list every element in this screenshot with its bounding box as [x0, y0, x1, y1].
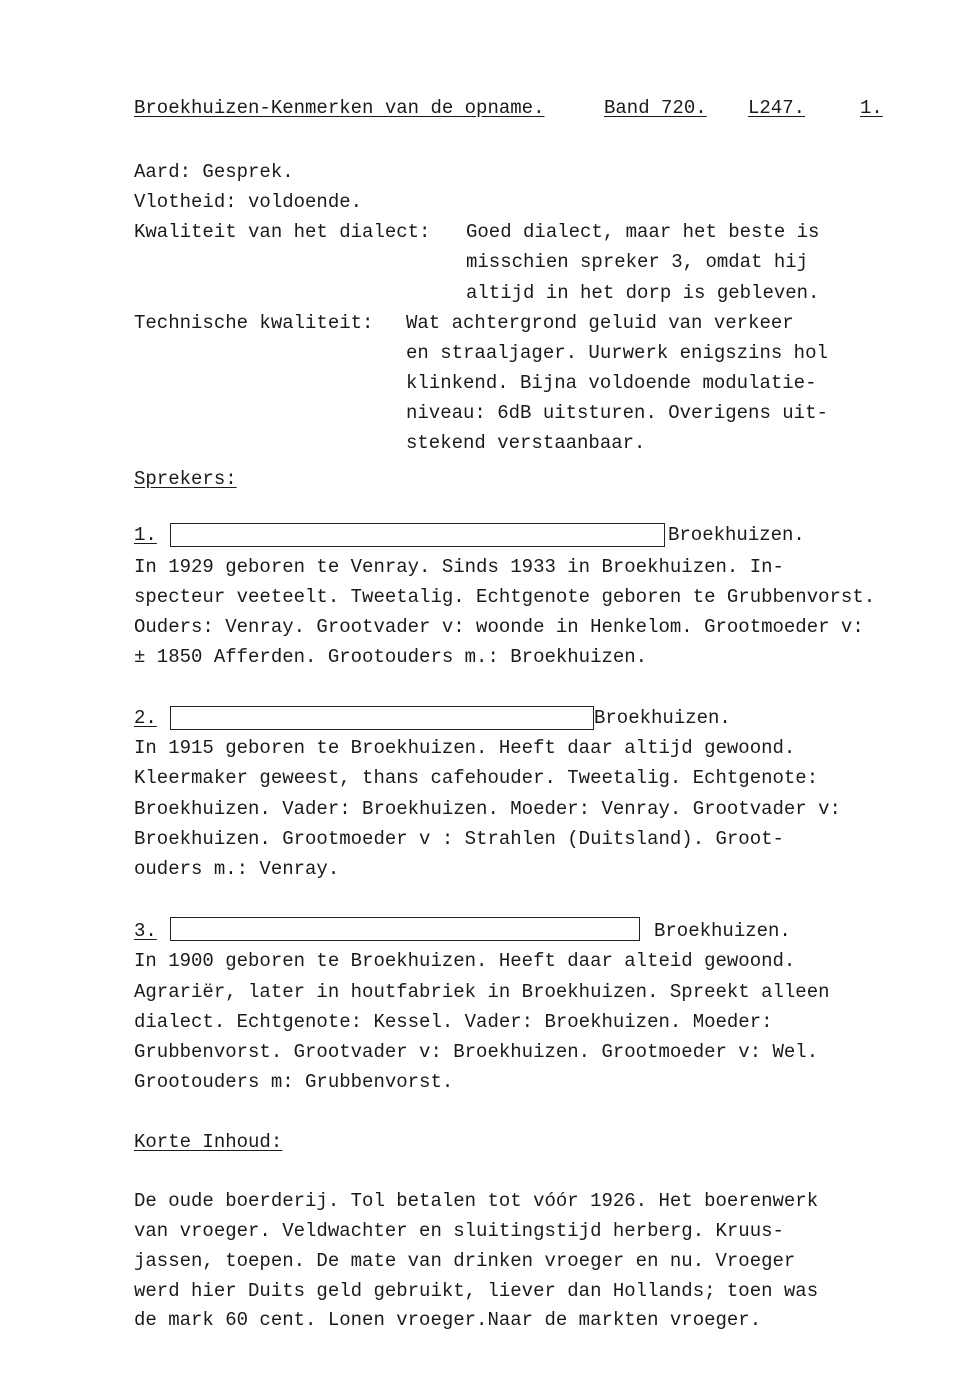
- header-code: L247.: [748, 97, 806, 119]
- header-line: [134, 96, 914, 120]
- speaker-1-line: Ouders: Venray. Grootvader v: woonde in Henkelom. Grootmoeder v:: [134, 616, 864, 638]
- kwaliteit-line: altijd in het dorp is gebleven.: [466, 282, 820, 304]
- header-page-number: 1.: [860, 97, 883, 119]
- speaker-1-line: specteur veeteelt. Tweetalig. Echtgenote geboren te Grubbenvorst.: [134, 586, 876, 608]
- speaker-3-line: Grootouders m: Grubbenvorst.: [134, 1071, 454, 1093]
- technisch-label: Technische kwaliteit:: [134, 312, 374, 334]
- speaker-2-line: Kleermaker geweest, thans cafehouder. Tweetalig. Echtgenote:: [134, 767, 819, 789]
- speaker-2-number: 2.: [134, 707, 157, 729]
- speakers-heading: Sprekers:: [134, 468, 237, 490]
- vlotheid-line: Vlotheid: voldoende.: [134, 191, 363, 213]
- speaker-2-line: Broekhuizen. Vader: Broekhuizen. Moeder: Venray. Grootvader v:: [134, 798, 841, 820]
- summary-line: van vroeger. Veldwachter en sluitingstijd herberg. Kruus-: [134, 1220, 784, 1242]
- speaker-1-line: ± 1850 Afferden. Grootouders m.: Broekhuizen.: [134, 646, 648, 668]
- kwaliteit-line: Goed dialect, maar het beste is: [466, 221, 820, 243]
- header-title: Broekhuizen-Kenmerken van de opname.: [134, 97, 545, 119]
- technisch-line: klinkend. Bijna voldoende modulatie-: [406, 372, 817, 394]
- technisch-line: en straaljager. Uurwerk enigszins hol: [406, 342, 828, 364]
- speaker-2-place: Broekhuizen.: [594, 707, 731, 729]
- speaker-3-line: Agrariër, later in houtfabriek in Broekhuizen. Spreekt alleen: [134, 981, 830, 1003]
- technisch-line: niveau: 6dB uitsturen. Overigens uit-: [406, 402, 828, 424]
- speaker-2-line: ouders m.: Venray.: [134, 858, 340, 880]
- summary-line: werd hier Duits geld gebruikt, liever dan Hollands; toen was: [134, 1280, 819, 1302]
- speaker-3-line: In 1900 geboren te Broekhuizen. Heeft daar alteid gewoond.: [134, 950, 796, 972]
- speaker-3-place: Broekhuizen.: [654, 920, 791, 942]
- kwaliteit-line: misschien spreker 3, omdat hij: [466, 251, 809, 273]
- technisch-line: stekend verstaanbaar.: [406, 432, 646, 454]
- speaker-1-place: Broekhuizen.: [668, 524, 805, 546]
- summary-heading: Korte Inhoud:: [134, 1131, 283, 1153]
- speaker-1-line: In 1929 geboren te Venray. Sinds 1933 in Broekhuizen. In-: [134, 556, 784, 578]
- speaker-2-line: In 1915 geboren te Broekhuizen. Heeft daar altijd gewoond.: [134, 737, 796, 759]
- technisch-line: Wat achtergrond geluid van verkeer: [406, 312, 794, 334]
- summary-line: De oude boerderij. Tol betalen tot vóór 1926. Het boerenwerk: [134, 1190, 819, 1212]
- header-band: Band 720.: [604, 97, 707, 119]
- redacted-name-box: [170, 523, 665, 547]
- aard-line: Aard: Gesprek.: [134, 161, 294, 183]
- speaker-1-number: 1.: [134, 524, 157, 546]
- kwaliteit-label: Kwaliteit van het dialect:: [134, 221, 431, 243]
- summary-line: de mark 60 cent. Lonen vroeger.Naar de markten vroeger.: [134, 1309, 762, 1331]
- speaker-3-number: 3.: [134, 920, 157, 942]
- redacted-name-box: [170, 706, 594, 730]
- speaker-3-line: Grubbenvorst. Grootvader v: Broekhuizen. Grootmoeder v: Wel.: [134, 1041, 819, 1063]
- redacted-name-box: [170, 917, 640, 941]
- speaker-3-line: dialect. Echtgenote: Kessel. Vader: Broekhuizen. Moeder:: [134, 1011, 773, 1033]
- speaker-2-line: Broekhuizen. Grootmoeder v : Strahlen (Duitsland). Groot-: [134, 828, 784, 850]
- summary-line: jassen, toepen. De mate van drinken vroeger en nu. Vroeger: [134, 1250, 796, 1272]
